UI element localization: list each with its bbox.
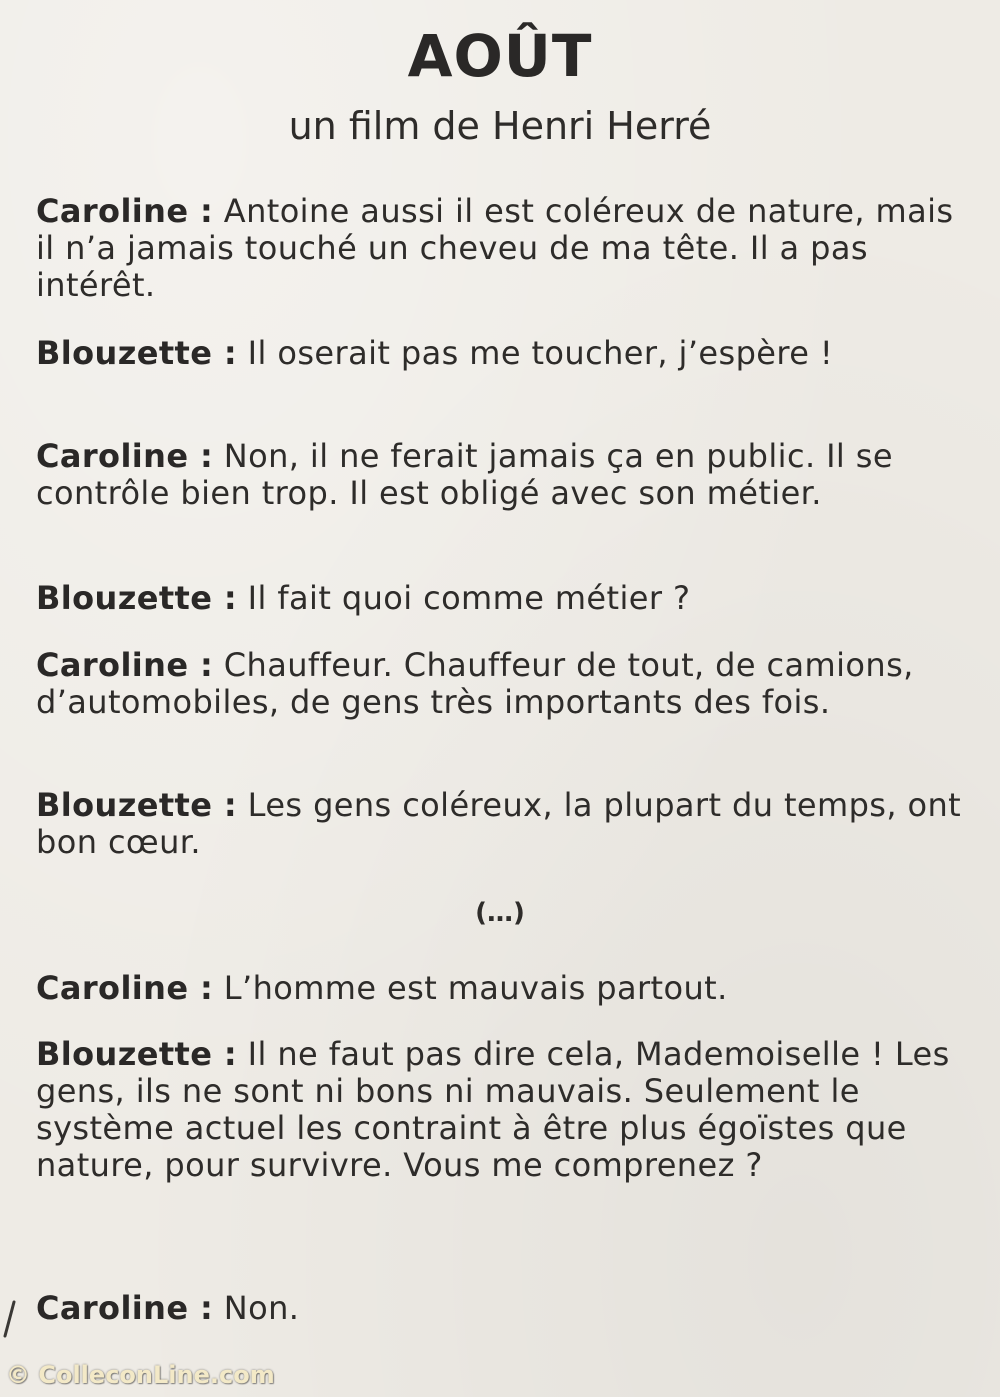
speaker-name: Caroline : <box>36 1289 214 1327</box>
speaker-name: Blouzette : <box>36 1035 238 1073</box>
dialogue-line <box>36 335 971 372</box>
dialogue-line <box>36 193 971 304</box>
dialogue-text: L’homme est mauvais partout. <box>223 969 728 1007</box>
watermark-text: © ColleconLine.com <box>6 1361 275 1389</box>
speaker-name: Caroline : <box>36 192 214 230</box>
dialogue-line <box>36 1036 971 1184</box>
dialogue-line <box>36 647 971 721</box>
speaker-name: Blouzette : <box>36 786 238 824</box>
dialogue-line <box>36 1290 971 1327</box>
dialogue-text: Il fait quoi comme métier ? <box>247 579 691 617</box>
document-title: AOÛT <box>407 22 593 90</box>
dialogue-text: Les gens coléreux, la plupart du temps, ont bon cœur. <box>36 786 962 861</box>
document-subtitle: un film de Henri Herré <box>288 104 712 148</box>
dialogue-line <box>36 438 971 512</box>
dialogue-line <box>36 970 971 1007</box>
speaker-name: Blouzette : <box>36 579 238 617</box>
speaker-name: Caroline : <box>36 646 214 684</box>
pencil-mark-icon <box>2 1300 16 1340</box>
speaker-name: Blouzette : <box>36 334 238 372</box>
dialogue-text: Chauffeur. Chauffeur de tout, de camions, d’automobiles, de gens très importants des fois. <box>36 646 914 721</box>
dialogue-text: Il oserait pas me toucher, j’espère ! <box>247 334 834 372</box>
speaker-name: Caroline : <box>36 969 214 1007</box>
dialogue-text: Il ne faut pas dire cela, Mademoiselle ! Les gens, ils ne sont ni bons ni mauvais. Seulement le système actuel les contraint à être plus égoïstes que nature, pour survivre. Vous me comprenez ? <box>36 1035 950 1184</box>
dialogue-line <box>36 580 971 617</box>
dialogue-text: Non, il ne ferait jamais ça en public. Il se contrôle bien trop. Il est obligé avec son métier. <box>36 437 893 512</box>
speaker-name: Caroline : <box>36 437 214 475</box>
dialogue-text: Non. <box>223 1289 300 1327</box>
omission-marker: (…) <box>475 898 525 928</box>
dialogue-text: Antoine aussi il est coléreux de nature, mais il n’a jamais touché un cheveu de ma tête. Il a pas intérêt. <box>36 192 954 304</box>
dialogue-line <box>36 787 971 861</box>
